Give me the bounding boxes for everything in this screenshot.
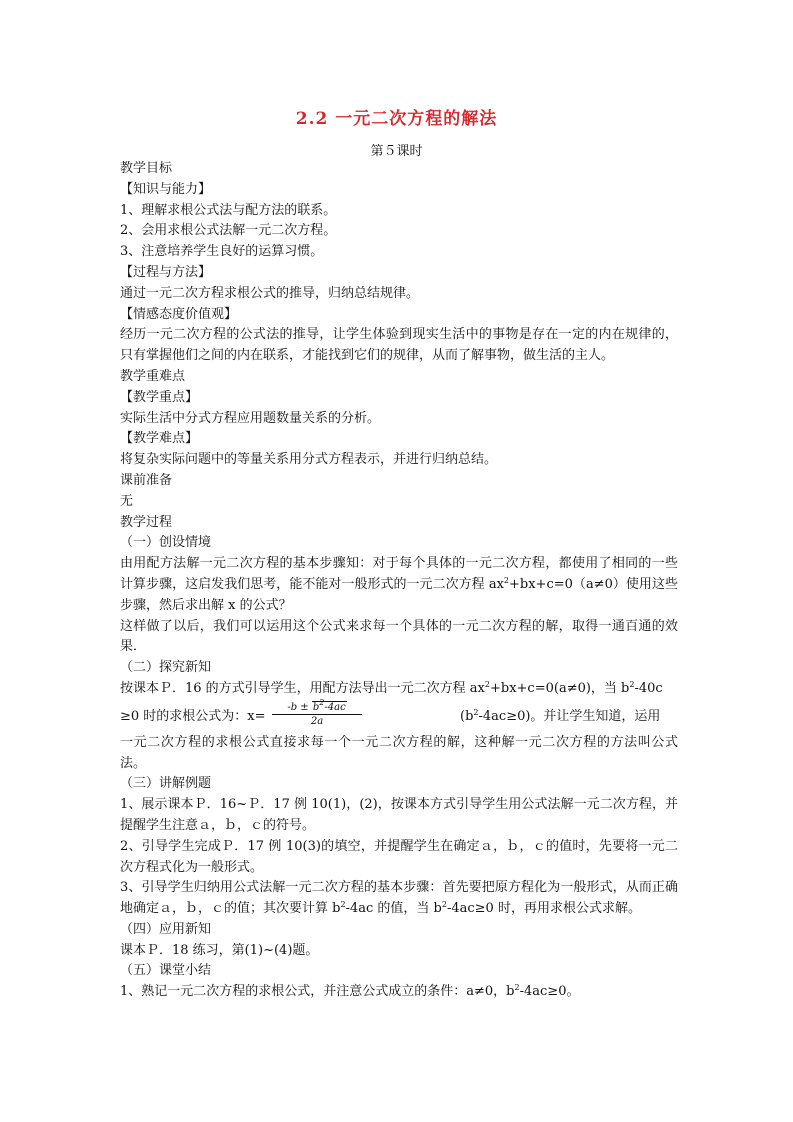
paragraph: 2、引导学生完成Ｐ．17 例 10(3)的填空，并提醒学生在确定ａ，ｂ，ｃ的值时，先要将一元二次方程式化为一般形式。: [120, 838, 678, 875]
section-heading: （三）讲解例题: [120, 776, 212, 792]
text-line: 1、熟记一元二次方程的求根公式，并注意公式成立的条件：a≠0，$b^2-4ac\ge 0$。: [120, 983, 580, 1000]
text-line: 实际生活中分式方程应用题数量关系的分析。: [120, 410, 381, 426]
paragraph: 这样做了以后，我们可以运用这个公式来求每一个具体的一元二次方程的解，取得一通百通的效果．: [120, 618, 678, 655]
document-title: 2.2 一元二次方程的解法: [295, 109, 498, 129]
heading-objectives: 教学目标: [120, 161, 173, 176]
heading-key-points: 教学重难点: [120, 368, 186, 384]
heading-process: 教学过程: [120, 514, 173, 530]
paragraph: 一元二次方程的求根公式直接求每一个一元二次方程的解，这种解一元二次方程的方法叫公式法。: [120, 734, 678, 771]
document-body: [120, 159, 678, 1003]
list-item: 2、会用求根公式法解一元二次方程。: [120, 223, 337, 239]
heading-preparation: 课前准备: [120, 472, 173, 488]
subheading-key: 【教学重点】: [120, 389, 199, 405]
subheading-difficulty: 【教学难点】: [120, 431, 199, 447]
paragraph: 由用配方法解一元二次方程的基本步骤知：对于每个具体的一元二次方程，都使用了相同的一些计算步骤，这启发我们思考，能不能对一般形式的一元二次方程 $ax^2+bx+c=0(a\ne 0)$使用这些步骤，然后求出解 x 的公式？: [120, 556, 678, 613]
section-heading: （四）应用新知: [120, 921, 212, 937]
text-line: 通过一元二次方程求根公式的推导，归纳总结规律。: [120, 285, 420, 301]
section-heading: （二）探究新知: [120, 660, 212, 676]
subheading-knowledge: 【知识与能力】: [120, 181, 212, 197]
text-line: 将复杂实际问题中的等量关系用分式方程表示，并进行归纳总结。: [120, 452, 498, 468]
paragraph: 1、展示课本Ｐ．16~Ｐ．17 例 10(1)，(2)，按课本方式引导学生用公式法解一元二次方程，并提醒学生注意ａ，ｂ，ｃ的符号。: [120, 797, 678, 833]
subheading-attitude: 【情感态度价值观】: [120, 306, 238, 322]
paragraph: 经历一元二次方程的公式法的推导，让学生体验到现实生活中的事物是存在一定的内在规律的，只有掌握他们之间的内在联系，才能找到它们的规律，从而了解事物，做生活的主人。: [120, 327, 678, 364]
paragraph: 3、引导学生归纳用公式法解一元二次方程的基本步骤：首先要把原方程化为一般形式，从而正确地确定ａ，ｂ，ｃ的值；其次要计算 $b^2-4ac$ 的值，当 $b^2-4ac\ge 0$ 时，再用求根公式求解。: [120, 880, 678, 917]
section-heading: （五）课堂小结: [120, 963, 212, 979]
list-item: 1、理解求根公式法与配方法的联系。: [120, 202, 337, 218]
lesson-number: 第５课时: [370, 144, 423, 159]
list-item: 3、注意培养学生良好的运算习惯。: [120, 244, 324, 260]
quadratic-formula: $-b \pm b^2-4ac$ 2a: [272, 702, 362, 727]
subheading-process: 【过程与方法】: [120, 264, 212, 280]
text-line: 按课本Ｐ．16 的方式引导学生，用配方法导出一元二次方程 $ax^2+bx+c=0(a\ne 0)$，当 $b^2-40c$: [120, 679, 663, 696]
text-line: 课本Ｐ．18 练习，第(1)~(4)题。: [120, 942, 319, 958]
formula-line: ≥0 时的求根公式为：x= $-b \pm b^2-4ac$ 2a $(b^2-4ac\ge 0)$。并让学生知道，运用: [120, 697, 661, 727]
section-heading: （一）创设情境: [120, 535, 212, 551]
text-line: 无: [120, 493, 134, 509]
